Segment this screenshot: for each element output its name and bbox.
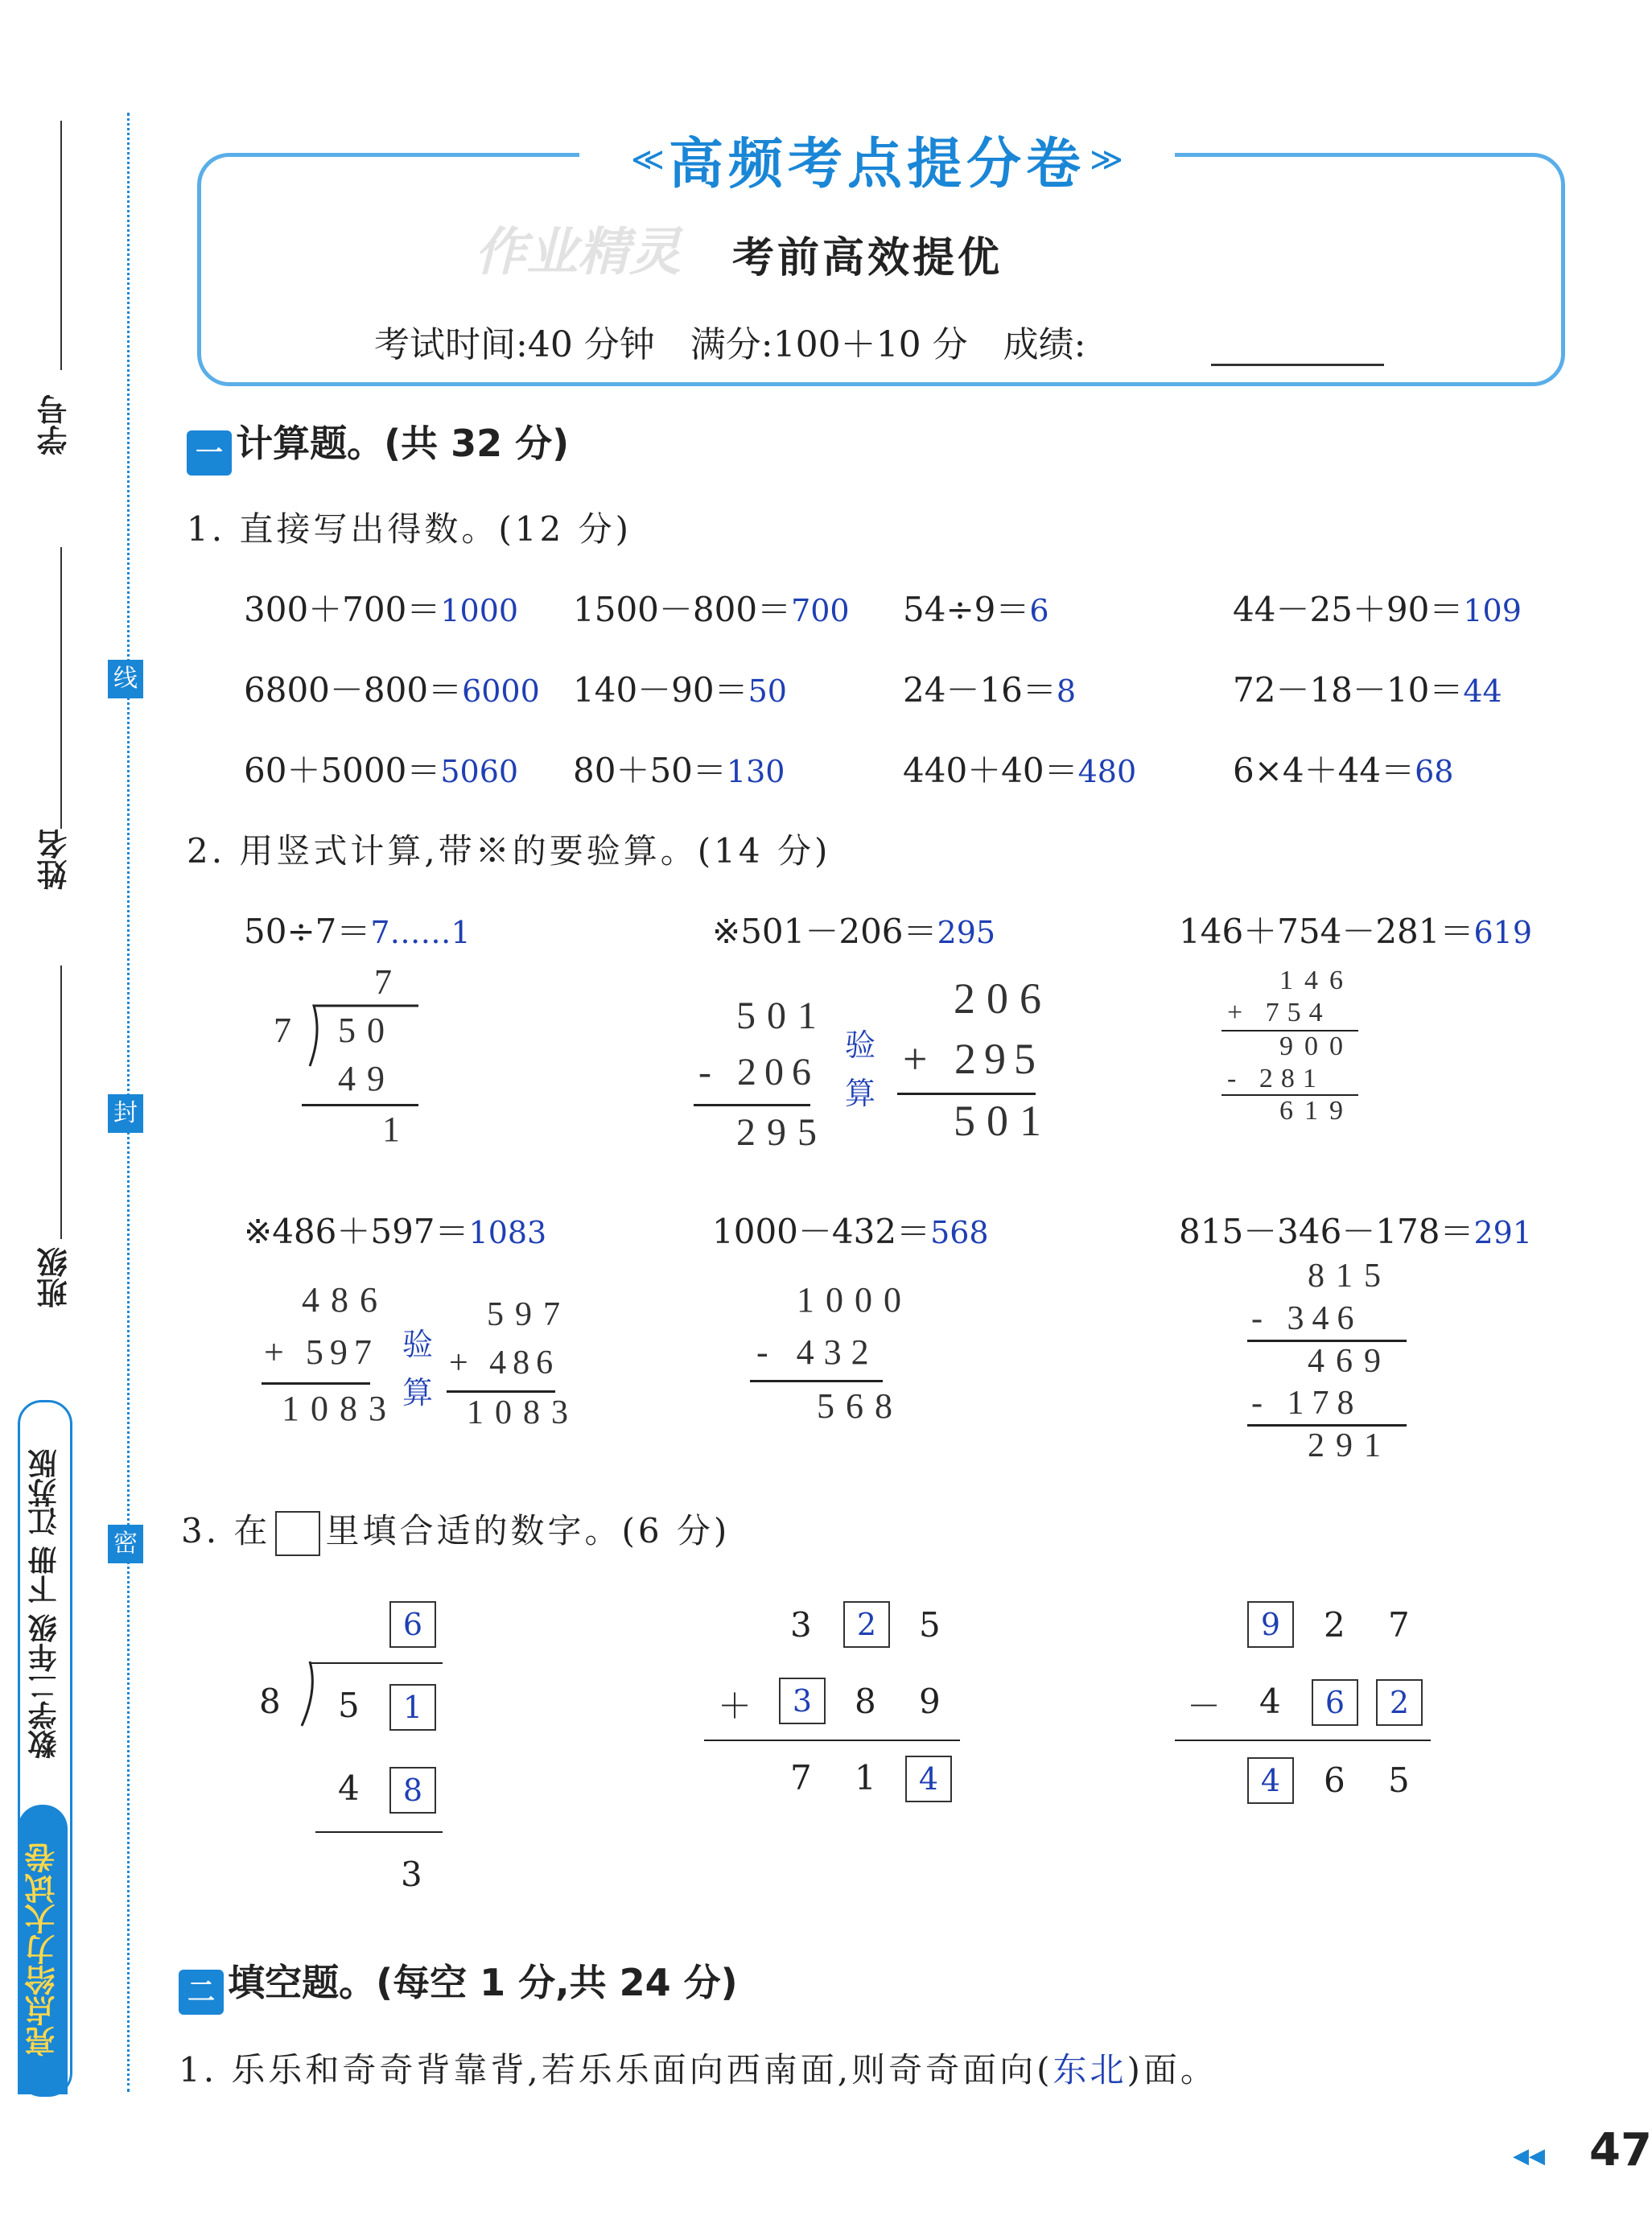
- work-number: 469: [1308, 1343, 1392, 1380]
- q2-item: 1000－432＝568: [712, 1212, 989, 1251]
- q3-prompt: 3. 在 里填合适的数字。(6 分): [181, 1505, 730, 1556]
- work-rule: [694, 1104, 810, 1106]
- class-label: 班级: [37, 1247, 72, 1308]
- work-number: 295: [736, 1111, 828, 1154]
- s2-q1-answer: 东北: [1053, 2050, 1127, 2090]
- work-number: 8: [259, 1682, 281, 1721]
- work-rule: [262, 1382, 370, 1385]
- q2-item: ※501－206＝295: [712, 912, 996, 951]
- q1-answer: 50: [748, 673, 787, 709]
- work-rule: [315, 1831, 443, 1833]
- q2-answer: 619: [1473, 915, 1533, 950]
- fill-box[interactable]: 3: [779, 1678, 826, 1724]
- fill-box[interactable]: 4: [1247, 1757, 1294, 1804]
- work-rule: [897, 1093, 1036, 1095]
- q2-answer: 7……1: [370, 915, 471, 950]
- work-quotient: 7: [374, 962, 403, 1002]
- class-line: [60, 966, 62, 1239]
- q2-answer: 568: [930, 1215, 989, 1250]
- work-rule: [310, 1662, 443, 1664]
- id-label: 学号: [37, 394, 72, 455]
- page-arrows-icon: ◀◀: [1513, 2144, 1545, 2168]
- work-rule: [750, 1380, 883, 1382]
- q1-answer: 44: [1463, 673, 1502, 709]
- work-number: 900: [1279, 1031, 1354, 1061]
- work-number: 1: [855, 1758, 876, 1797]
- work-number: 815: [1308, 1258, 1392, 1295]
- fill-box[interactable]: 6: [1312, 1679, 1358, 1726]
- q2-answer: 1083: [468, 1215, 547, 1250]
- header-title-wrap: [579, 121, 1175, 196]
- q1-item: 24－16＝8: [903, 670, 1077, 710]
- plus-sign: ＋: [718, 1686, 752, 1726]
- cut-mark-secret: 密: [108, 1525, 143, 1563]
- division-bracket: [290, 1657, 322, 1730]
- work-number: - 432: [756, 1332, 879, 1372]
- q1-item: 300＋700＝1000: [244, 590, 519, 629]
- work-number: + 754: [1227, 998, 1331, 1027]
- fill-box[interactable]: 2: [1376, 1679, 1423, 1726]
- fill-box[interactable]: 2: [843, 1601, 890, 1648]
- work-number: 597: [487, 1296, 571, 1333]
- q2-item: 815－346－178＝291: [1179, 1212, 1533, 1251]
- q2-answer: 295: [937, 915, 996, 950]
- book-label: [18, 1400, 72, 2097]
- work-number: 2: [1324, 1605, 1345, 1645]
- work-number: 4: [338, 1769, 360, 1808]
- q2-item: ※486＋597＝1083: [244, 1212, 547, 1251]
- work-number: 4: [1259, 1682, 1281, 1721]
- page-number: 47: [1589, 2124, 1652, 2176]
- q1-answer: 8: [1056, 673, 1077, 709]
- work-number: - 178: [1251, 1385, 1362, 1422]
- id-line: [60, 121, 62, 370]
- work-number: 8: [855, 1682, 876, 1721]
- section1-title: 计算题。(共 32 分): [236, 422, 570, 465]
- blank-box-icon: [275, 1511, 320, 1556]
- q1-answer: 700: [791, 593, 850, 628]
- work-number: 501: [954, 1097, 1053, 1145]
- score-blank[interactable]: [1211, 364, 1384, 366]
- q1-item: 440＋40＝480: [903, 751, 1137, 790]
- q1-answer: 130: [726, 754, 785, 789]
- watermark: 作业精灵: [475, 223, 681, 282]
- work-number: 6: [1324, 1760, 1345, 1800]
- work-number: - 346: [1251, 1300, 1362, 1337]
- book-series: 亮点给力大试卷: [18, 1805, 68, 2094]
- section1-header: [187, 414, 569, 476]
- work-number: 9: [919, 1682, 941, 1721]
- exam-info: 考试时间:40 分钟 满分:100＋10 分 成绩:: [374, 324, 1086, 365]
- work-number: 291: [1308, 1427, 1392, 1464]
- fill-box[interactable]: 4: [905, 1756, 952, 1802]
- work-number: 1083: [467, 1394, 579, 1431]
- work-rule: [447, 1390, 555, 1393]
- q1-prompt: 1. 直接写出得数。(12 分): [187, 509, 632, 549]
- work-divisor: 7: [274, 1011, 303, 1050]
- check-label: 算: [845, 1076, 876, 1111]
- right-arrow-icon: ≫: [1090, 141, 1123, 179]
- cut-mark-seal: 封: [108, 1094, 143, 1133]
- work-number: 7: [790, 1758, 812, 1797]
- q1-answer: 5060: [440, 754, 519, 789]
- fill-box[interactable]: 1: [389, 1684, 436, 1731]
- fill-box[interactable]: 9: [1247, 1601, 1294, 1648]
- section2-header: [179, 1954, 738, 2015]
- q1-answer: 68: [1415, 754, 1454, 789]
- work-number: 568: [817, 1386, 904, 1426]
- name-label: 姓名: [37, 829, 72, 890]
- work-number: 3: [790, 1605, 812, 1645]
- work-number: 3: [401, 1855, 422, 1894]
- fill-box[interactable]: 8: [389, 1767, 436, 1814]
- work-dividend: 50: [338, 1011, 396, 1050]
- book-info: 数学二年级 下册 江苏版: [28, 1448, 61, 1759]
- q1-item: 6800－800＝6000: [244, 670, 540, 710]
- check-label: 验: [402, 1327, 434, 1362]
- work-number: 619: [1279, 1096, 1354, 1126]
- subtitle: 考前高效提优: [732, 234, 1003, 282]
- section2-tag: 二: [179, 1970, 224, 2015]
- work-number: - 206: [698, 1051, 819, 1093]
- q1-answer: 109: [1463, 593, 1522, 628]
- q1-answer: 6: [1029, 593, 1049, 628]
- work-product: 49: [338, 1059, 396, 1098]
- q1-answer: 1000: [440, 593, 519, 628]
- work-number: 1083: [282, 1389, 398, 1428]
- section1-tag: 一: [187, 430, 232, 476]
- work-number: 5: [338, 1686, 360, 1725]
- q1-answer: 6000: [462, 673, 540, 709]
- q1-item: 140－90＝50: [573, 670, 787, 710]
- cut-mark-line: 线: [108, 660, 143, 698]
- q2-item: 146＋754－281＝619: [1179, 912, 1533, 951]
- work-number: 501: [736, 994, 828, 1037]
- q1-item: 6×4＋44＝68: [1233, 751, 1454, 790]
- check-label: 算: [402, 1375, 434, 1410]
- work-number: 486: [302, 1280, 389, 1320]
- work-rule: [1175, 1740, 1431, 1741]
- q1-item: 44－25＋90＝109: [1233, 590, 1522, 629]
- name-line: [60, 547, 62, 829]
- work-number: 7: [1388, 1605, 1410, 1645]
- work-number: 206: [954, 974, 1053, 1023]
- q1-answer: 480: [1077, 754, 1137, 789]
- work-number: + 597: [264, 1332, 378, 1372]
- q1-item: 72－18－10＝44: [1233, 670, 1502, 710]
- page-title: 高频考点提分卷: [668, 133, 1086, 196]
- work-rule: [302, 1104, 418, 1106]
- check-label: 验: [845, 1027, 876, 1063]
- q2-prompt: 2. 用竖式计算,带※的要验算。(14 分): [187, 831, 831, 871]
- work-number: 146: [1279, 966, 1354, 995]
- section2-title: 填空题。(每空 1 分,共 24 分): [228, 1961, 738, 2004]
- work-number: 1000: [797, 1280, 913, 1320]
- work-rule: [704, 1740, 960, 1741]
- q1-item: 54÷9＝6: [903, 590, 1049, 629]
- q2-answer: 291: [1473, 1215, 1533, 1250]
- q2-item: 50÷7＝7……1: [244, 912, 471, 951]
- work-number: 5: [1388, 1760, 1410, 1800]
- work-number: + 486: [449, 1344, 560, 1381]
- q1-item: 80＋50＝130: [573, 751, 785, 790]
- fill-box[interactable]: 6: [389, 1601, 436, 1648]
- s2-q1: 1. 乐乐和奇奇背靠背,若乐乐面向西南面,则奇奇面向(东北)面。: [179, 2050, 1217, 2090]
- minus-sign: －: [1187, 1686, 1221, 1726]
- q1-item: 1500－800＝700: [573, 590, 850, 629]
- left-arrow-icon: ≪: [631, 141, 665, 179]
- work-number: - 281: [1227, 1064, 1324, 1093]
- work-number: + 295: [903, 1035, 1044, 1083]
- work-number: 5: [919, 1605, 941, 1645]
- work-remainder: 1: [382, 1110, 411, 1149]
- q1-item: 60＋5000＝5060: [244, 751, 519, 790]
